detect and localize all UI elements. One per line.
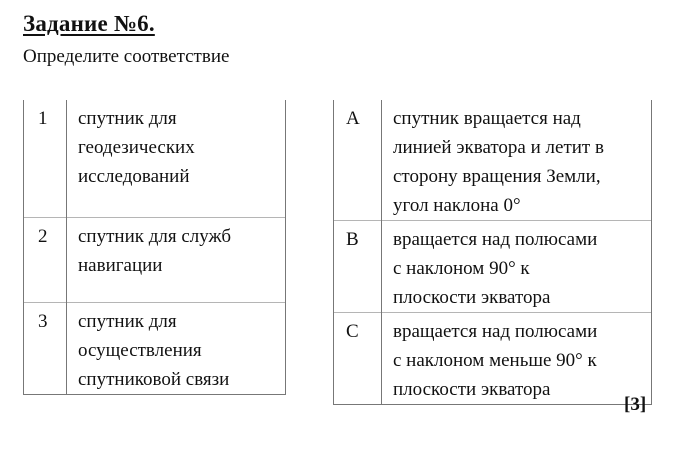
table-row bbox=[24, 303, 286, 395]
text-line: с наклоном 90° к bbox=[393, 258, 530, 279]
text-line: исследований bbox=[78, 166, 190, 187]
text-line: сторону вращения Земли, bbox=[393, 166, 601, 187]
task-instruction: Определите соответствие bbox=[23, 46, 230, 67]
text-line: навигации bbox=[78, 255, 163, 276]
text-line: геодезических bbox=[78, 137, 195, 158]
table-row bbox=[24, 100, 286, 218]
right-matching-table bbox=[333, 100, 652, 405]
text-line: угол наклона 0° bbox=[393, 195, 521, 216]
option-letter: C bbox=[334, 313, 382, 405]
text-line: плоскости экватора bbox=[393, 379, 551, 400]
option-letter: A bbox=[334, 100, 382, 221]
option-description bbox=[382, 313, 652, 405]
item-description bbox=[67, 218, 286, 303]
text-line: спутник для служб bbox=[78, 226, 232, 247]
score-marker: [3] bbox=[624, 394, 647, 415]
left-matching-table bbox=[23, 100, 286, 395]
item-description bbox=[67, 303, 286, 395]
item-number: 2 bbox=[24, 218, 67, 303]
item-number: 3 bbox=[24, 303, 67, 395]
item-description bbox=[67, 100, 286, 218]
option-description bbox=[382, 100, 652, 221]
option-description bbox=[382, 221, 652, 313]
text-line: линией экватора и летит в bbox=[393, 137, 604, 158]
text-line: осуществления bbox=[78, 340, 202, 361]
table-row bbox=[334, 313, 652, 405]
text-line: спутник вращается над bbox=[393, 108, 581, 129]
text-line: спутниковой связи bbox=[78, 369, 230, 390]
table-row bbox=[334, 100, 652, 221]
table-row bbox=[24, 218, 286, 303]
task-title: Задание №6. bbox=[23, 11, 155, 36]
item-number: 1 bbox=[24, 100, 67, 218]
option-letter: B bbox=[334, 221, 382, 313]
text-line: с наклоном меньше 90° к bbox=[393, 350, 597, 371]
text-line: плоскости экватора bbox=[393, 287, 551, 308]
text-line: спутник для bbox=[78, 311, 177, 332]
text-line: вращается над полюсами bbox=[393, 321, 598, 342]
table-row bbox=[334, 221, 652, 313]
text-line: вращается над полюсами bbox=[393, 229, 598, 250]
text-line: спутник для bbox=[78, 108, 177, 129]
